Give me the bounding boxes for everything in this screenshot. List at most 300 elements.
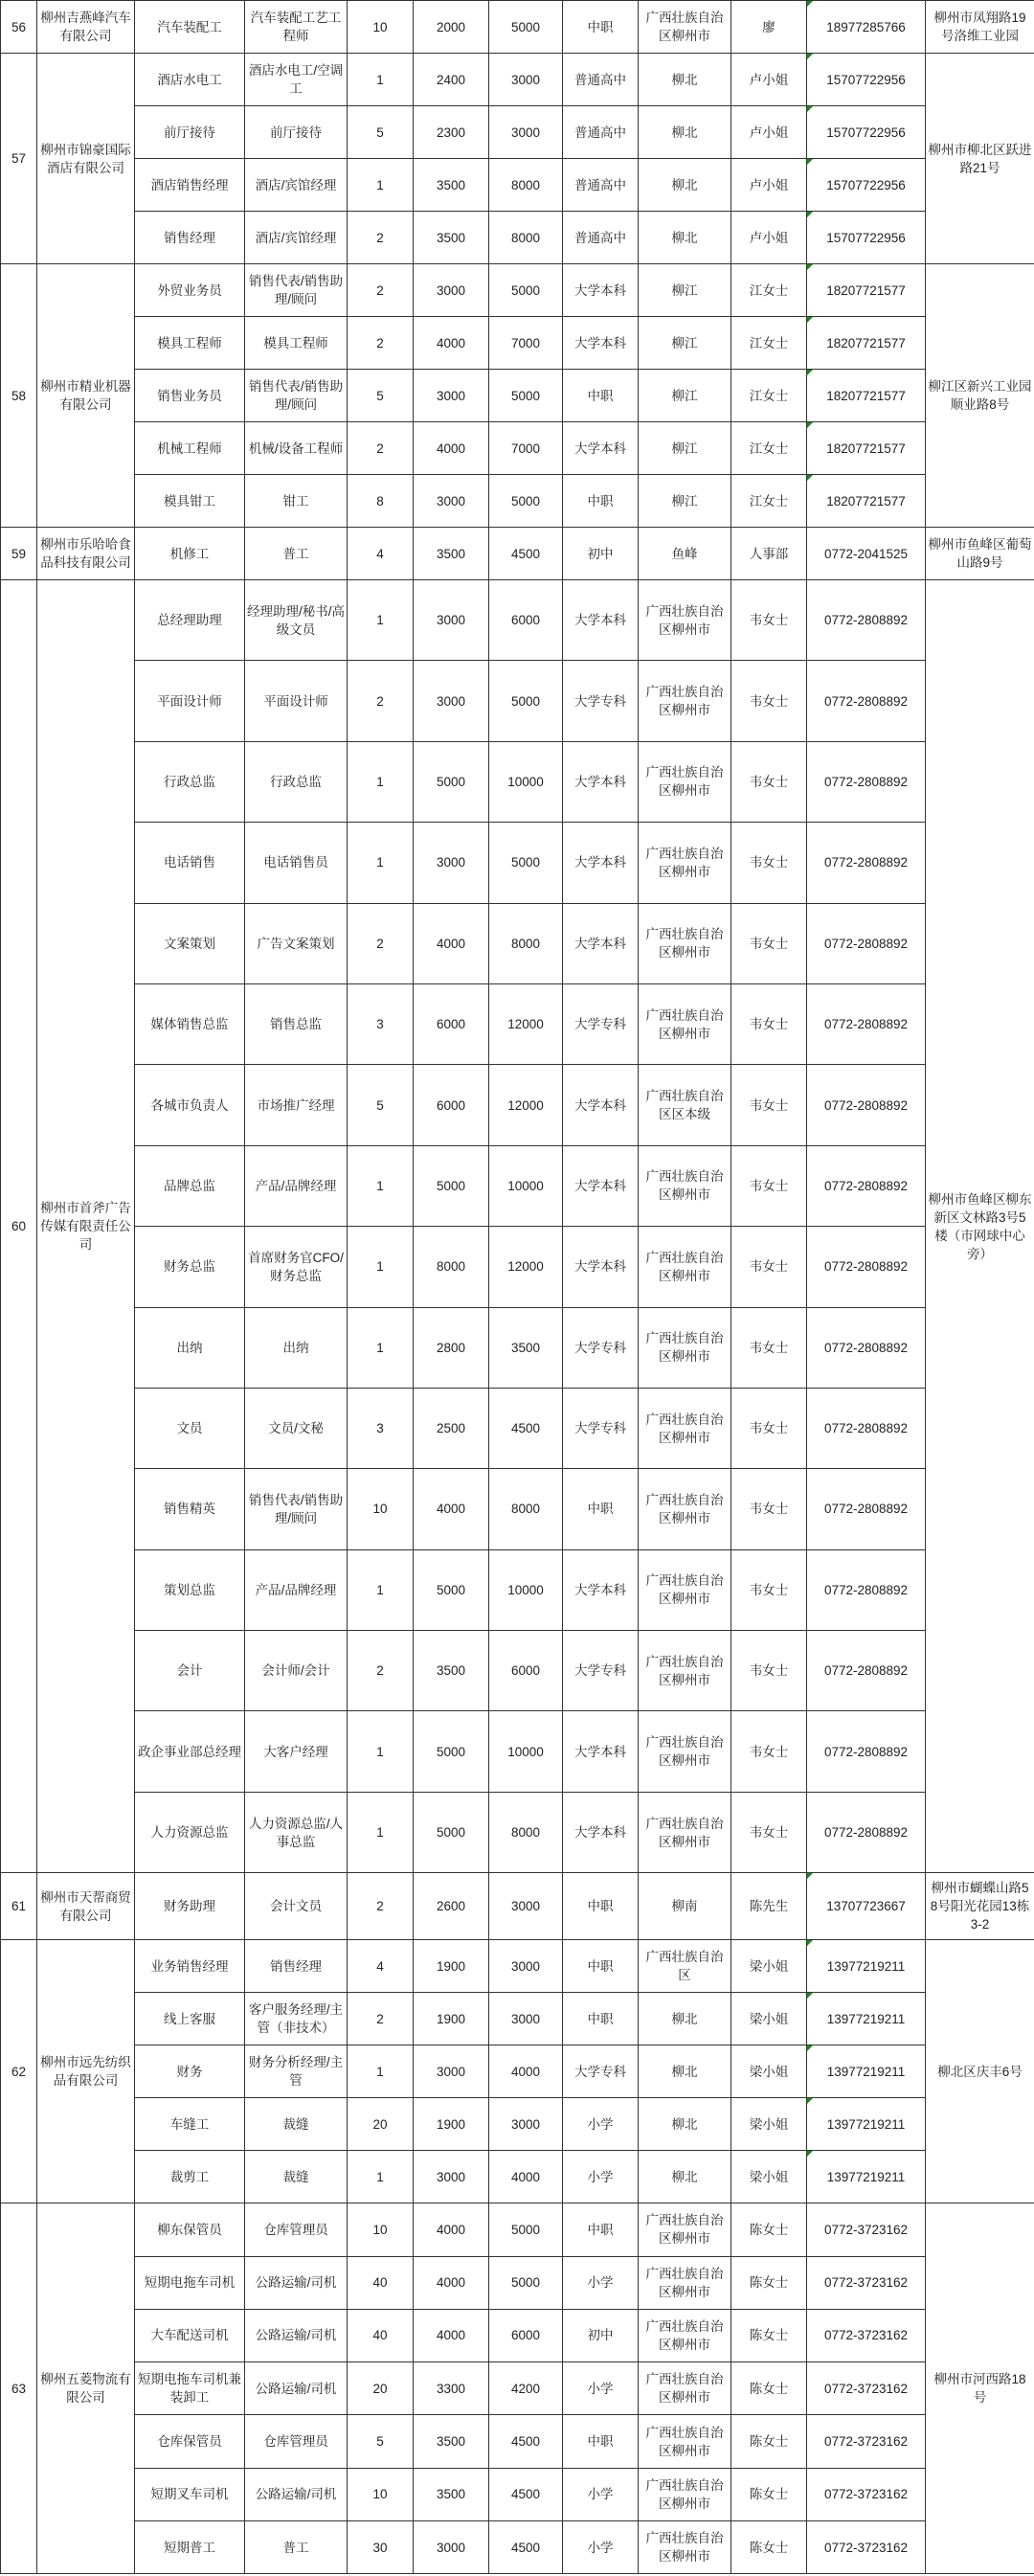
- education: 小学: [563, 2151, 639, 2203]
- education: 大学专科: [563, 983, 639, 1064]
- salary-min: 3500: [414, 2415, 489, 2468]
- job-category: 模具工程师: [245, 317, 348, 370]
- salary-max: 4500: [489, 2521, 563, 2574]
- job-title: 裁剪工: [135, 2151, 245, 2203]
- contact-person: 陈女士: [731, 2203, 807, 2256]
- job-title: 平面设计师: [135, 661, 245, 741]
- salary-min: 3000: [414, 264, 489, 317]
- salary-max: 5000: [489, 2203, 563, 2256]
- company-number: 56: [1, 1, 37, 54]
- company-address: 柳北区庆丰6号: [926, 1940, 1034, 2203]
- contact-phone: 0772-2808892: [807, 1711, 926, 1792]
- job-title: 前厅接待: [135, 106, 245, 159]
- contact-phone: 18977285766: [807, 1, 926, 54]
- work-location: 广西壮族自治区柳州市: [639, 661, 731, 741]
- salary-max: 4000: [489, 2151, 563, 2203]
- job-title: 仓库保管员: [135, 2415, 245, 2468]
- company-name: 柳州市乐哈哈食品科技有限公司: [37, 528, 135, 580]
- contact-phone: 18207721577: [807, 317, 926, 370]
- education: 小学: [563, 2362, 639, 2415]
- salary-max: 4500: [489, 2415, 563, 2468]
- education: 大学本科: [563, 317, 639, 370]
- education: 中职: [563, 1, 639, 54]
- education: 小学: [563, 2256, 639, 2309]
- contact-person: 江女士: [731, 475, 807, 528]
- education: 普通高中: [563, 212, 639, 264]
- table-row: [1, 2415, 1034, 2468]
- contact-phone: 0772-3723162: [807, 2309, 926, 2361]
- job-category: 裁缝: [245, 2098, 348, 2151]
- salary-max: 8000: [489, 212, 563, 264]
- contact-phone: 13977219211: [807, 1940, 926, 1993]
- table-row: [1, 2256, 1034, 2309]
- job-title: 线上客服: [135, 1993, 245, 2045]
- salary-max: 6000: [489, 1631, 563, 1711]
- job-category: 销售经理: [245, 1940, 348, 1993]
- education: 中职: [563, 2415, 639, 2468]
- job-category: 行政总监: [245, 741, 348, 822]
- table-row: [1, 903, 1034, 983]
- table-row: [1, 528, 1034, 580]
- work-location: 广西壮族自治区柳州市: [639, 1227, 731, 1307]
- headcount: 30: [348, 2521, 414, 2574]
- job-category: 财务分析经理/主管: [245, 2045, 348, 2098]
- headcount: 3: [348, 983, 414, 1064]
- headcount: 10: [348, 2468, 414, 2520]
- company-number: 57: [1, 54, 37, 264]
- work-location: 广西壮族自治区柳州市: [639, 1145, 731, 1226]
- table-row: [1, 1549, 1034, 1630]
- work-location: 柳北: [639, 212, 731, 264]
- education: 大学本科: [563, 1065, 639, 1145]
- work-location: 广西壮族自治区柳州市: [639, 1307, 731, 1388]
- work-location: 广西壮族自治区柳州市: [639, 1792, 731, 1872]
- headcount: 2: [348, 264, 414, 317]
- contact-phone: 13977219211: [807, 2098, 926, 2151]
- salary-max: 6000: [489, 580, 563, 661]
- work-location: 广西壮族自治区柳州市: [639, 2468, 731, 2520]
- work-location: 广西壮族自治区柳州市: [639, 741, 731, 822]
- headcount: 1: [348, 1792, 414, 1872]
- table-row: [1, 1, 1034, 54]
- table-row: [1, 2521, 1034, 2574]
- contact-phone: 0772-2808892: [807, 1307, 926, 1388]
- salary-min: 3000: [414, 475, 489, 528]
- salary-max: 8000: [489, 1469, 563, 1549]
- headcount: 10: [348, 1, 414, 54]
- table-row: [1, 2468, 1034, 2520]
- job-title: 行政总监: [135, 741, 245, 822]
- job-category: 首席财务官CFO/财务总监: [245, 1227, 348, 1307]
- contact-person: 韦女士: [731, 1469, 807, 1549]
- job-category: 会计文员: [245, 1873, 348, 1940]
- contact-phone: 0772-2808892: [807, 661, 926, 741]
- job-title: 短期电拖车司机兼装卸工: [135, 2362, 245, 2415]
- job-title: 外贸业务员: [135, 264, 245, 317]
- salary-min: 4000: [414, 317, 489, 370]
- contact-person: 卢小姐: [731, 159, 807, 212]
- contact-person: 梁小姐: [731, 2098, 807, 2151]
- company-name: 柳州市首斧广告传媒有限责任公司: [37, 580, 135, 1873]
- salary-max: 5000: [489, 823, 563, 903]
- contact-person: 人事部: [731, 528, 807, 580]
- table-row: [1, 2151, 1034, 2203]
- company-name: 柳州市锦豪国际酒店有限公司: [37, 54, 135, 264]
- contact-phone: 0772-2808892: [807, 1469, 926, 1549]
- table-row: [1, 2203, 1034, 2256]
- job-title: 媒体销售总监: [135, 983, 245, 1064]
- work-location: 广西壮族自治区柳州市: [639, 1388, 731, 1468]
- job-title: 大车配送司机: [135, 2309, 245, 2361]
- job-title: 短期电拖车司机: [135, 2256, 245, 2309]
- salary-max: 5000: [489, 264, 563, 317]
- table-row: [1, 1065, 1034, 1145]
- salary-max: 10000: [489, 1549, 563, 1630]
- contact-phone: 15707722956: [807, 54, 926, 106]
- salary-min: 2800: [414, 1307, 489, 1388]
- company-number: 58: [1, 264, 37, 528]
- salary-min: 4000: [414, 2256, 489, 2309]
- headcount: 2: [348, 1993, 414, 2045]
- table-row: [1, 2098, 1034, 2151]
- contact-phone: 0772-2041525: [807, 528, 926, 580]
- salary-max: 8000: [489, 1792, 563, 1872]
- contact-person: 陈女士: [731, 2362, 807, 2415]
- job-title: 各城市负责人: [135, 1065, 245, 1145]
- job-category: 销售总监: [245, 983, 348, 1064]
- salary-max: 3000: [489, 1940, 563, 1993]
- contact-person: 江女士: [731, 422, 807, 475]
- company-address: 柳州市凤翔路19号洛维工业园: [926, 1, 1034, 54]
- headcount: 20: [348, 2098, 414, 2151]
- headcount: 8: [348, 475, 414, 528]
- education: 中职: [563, 1993, 639, 2045]
- salary-min: 2300: [414, 106, 489, 159]
- company-address: 柳州市鱼峰区柳东新区文林路3号5楼（市网球中心旁）: [926, 580, 1034, 1873]
- job-category: 会计师/会计: [245, 1631, 348, 1711]
- work-location: 柳北: [639, 1993, 731, 2045]
- headcount: 2: [348, 661, 414, 741]
- work-location: 广西壮族自治区柳州市: [639, 580, 731, 661]
- salary-min: 5000: [414, 1145, 489, 1226]
- education: 大学专科: [563, 2045, 639, 2098]
- headcount: 5: [348, 1065, 414, 1145]
- contact-phone: 15707722956: [807, 159, 926, 212]
- job-category: 前厅接待: [245, 106, 348, 159]
- contact-person: 江女士: [731, 370, 807, 422]
- salary-min: 3000: [414, 580, 489, 661]
- headcount: 1: [348, 1307, 414, 1388]
- salary-max: 10000: [489, 1145, 563, 1226]
- table-row: [1, 2309, 1034, 2361]
- work-location: 广西壮族自治区柳州市: [639, 1711, 731, 1792]
- salary-max: 5000: [489, 661, 563, 741]
- salary-max: 4500: [489, 528, 563, 580]
- salary-min: 2600: [414, 1873, 489, 1940]
- work-location: 柳北: [639, 159, 731, 212]
- table-row: [1, 1792, 1034, 1872]
- company-name: 柳州市天帮商贸有限公司: [37, 1873, 135, 1940]
- table-row: [1, 741, 1034, 822]
- headcount: 1: [348, 2151, 414, 2203]
- education: 小学: [563, 2098, 639, 2151]
- contact-person: 梁小姐: [731, 1993, 807, 2045]
- job-category: 钳工: [245, 475, 348, 528]
- education: 大学本科: [563, 1711, 639, 1792]
- contact-person: 韦女士: [731, 823, 807, 903]
- job-category: 产品/品牌经理: [245, 1145, 348, 1226]
- table-row: [1, 1940, 1034, 1993]
- company-number: 63: [1, 2203, 37, 2574]
- contact-person: 卢小姐: [731, 106, 807, 159]
- headcount: 1: [348, 580, 414, 661]
- contact-phone: 0772-2808892: [807, 1549, 926, 1630]
- contact-phone: 0772-2808892: [807, 1388, 926, 1468]
- job-category: 裁缝: [245, 2151, 348, 2203]
- contact-person: 卢小姐: [731, 212, 807, 264]
- work-location: 广西壮族自治区柳州市: [639, 1469, 731, 1549]
- job-category: 汽车装配工艺工程师: [245, 1, 348, 54]
- contact-phone: 0772-2808892: [807, 1065, 926, 1145]
- contact-phone: 0772-3723162: [807, 2415, 926, 2468]
- work-location: 广西壮族自治区区本级: [639, 1065, 731, 1145]
- salary-max: 6000: [489, 2309, 563, 2361]
- job-title: 汽车装配工: [135, 1, 245, 54]
- education: 大学本科: [563, 1227, 639, 1307]
- education: 中职: [563, 370, 639, 422]
- salary-min: 3500: [414, 212, 489, 264]
- contact-person: 韦女士: [731, 903, 807, 983]
- job-category: 机械/设备工程师: [245, 422, 348, 475]
- work-location: 柳北: [639, 106, 731, 159]
- education: 大学本科: [563, 823, 639, 903]
- job-title: 机械工程师: [135, 422, 245, 475]
- salary-max: 3500: [489, 1307, 563, 1388]
- contact-person: 韦女士: [731, 1631, 807, 1711]
- contact-person: 韦女士: [731, 1792, 807, 1872]
- contact-phone: 0772-2808892: [807, 823, 926, 903]
- table-row: [1, 2362, 1034, 2415]
- contact-phone: 0772-3723162: [807, 2521, 926, 2574]
- contact-person: 陈女士: [731, 2415, 807, 2468]
- job-category: 普工: [245, 528, 348, 580]
- salary-max: 12000: [489, 983, 563, 1064]
- table-row: [1, 370, 1034, 422]
- contact-phone: 0772-3723162: [807, 2203, 926, 2256]
- contact-phone: 0772-2808892: [807, 903, 926, 983]
- salary-min: 3000: [414, 370, 489, 422]
- contact-phone: 13977219211: [807, 2151, 926, 2203]
- job-title: 财务助理: [135, 1873, 245, 1940]
- salary-min: 4000: [414, 1469, 489, 1549]
- education: 普通高中: [563, 159, 639, 212]
- company-number: 62: [1, 1940, 37, 2203]
- work-location: 广西壮族自治区柳州市: [639, 1631, 731, 1711]
- job-title: 销售业务员: [135, 370, 245, 422]
- job-category: 公路运输/司机: [245, 2362, 348, 2415]
- job-category: 公路运输/司机: [245, 2256, 348, 2309]
- contact-phone: 15707722956: [807, 212, 926, 264]
- salary-min: 4000: [414, 903, 489, 983]
- salary-max: 3000: [489, 1993, 563, 2045]
- work-location: 广西壮族自治区柳州市: [639, 2256, 731, 2309]
- headcount: 1: [348, 1227, 414, 1307]
- contact-person: 韦女士: [731, 983, 807, 1064]
- job-category: 酒店/宾馆经理: [245, 212, 348, 264]
- table-row: [1, 317, 1034, 370]
- job-title: 短期普工: [135, 2521, 245, 2574]
- education: 大学本科: [563, 1792, 639, 1872]
- salary-min: 4000: [414, 2203, 489, 2256]
- job-title: 车缝工: [135, 2098, 245, 2151]
- work-location: 柳江: [639, 317, 731, 370]
- table-row: [1, 2045, 1034, 2098]
- job-title: 销售精英: [135, 1469, 245, 1549]
- table-row: [1, 661, 1034, 741]
- job-title: 电话销售: [135, 823, 245, 903]
- contact-person: 江女士: [731, 264, 807, 317]
- salary-max: 4500: [489, 1388, 563, 1468]
- contact-person: 韦女士: [731, 1065, 807, 1145]
- salary-max: 5000: [489, 2256, 563, 2309]
- contact-person: 陈先生: [731, 1873, 807, 1940]
- company-address: 柳州市鱼峰区葡萄山路9号: [926, 528, 1034, 580]
- table-row: [1, 1993, 1034, 2045]
- company-address: 柳州市蝴蝶山路58号阳光花园13栋3-2: [926, 1873, 1034, 1940]
- salary-max: 8000: [489, 903, 563, 983]
- education: 大学本科: [563, 264, 639, 317]
- table-row: [1, 54, 1034, 106]
- salary-min: 3500: [414, 159, 489, 212]
- work-location: 柳江: [639, 264, 731, 317]
- contact-phone: 0772-2808892: [807, 741, 926, 822]
- headcount: 1: [348, 1711, 414, 1792]
- company-number: 60: [1, 580, 37, 1873]
- salary-min: 6000: [414, 983, 489, 1064]
- contact-person: 梁小姐: [731, 2151, 807, 2203]
- contact-phone: 18207721577: [807, 422, 926, 475]
- contact-phone: 18207721577: [807, 475, 926, 528]
- salary-max: 3000: [489, 106, 563, 159]
- contact-person: 梁小姐: [731, 2045, 807, 2098]
- job-title: 品牌总监: [135, 1145, 245, 1226]
- contact-person: 陈女士: [731, 2256, 807, 2309]
- salary-min: 3500: [414, 528, 489, 580]
- job-title: 人力资源总监: [135, 1792, 245, 1872]
- contact-phone: 13977219211: [807, 1993, 926, 2045]
- job-category: 大客户经理: [245, 1711, 348, 1792]
- salary-max: 3000: [489, 2098, 563, 2151]
- headcount: 1: [348, 159, 414, 212]
- table-row: [1, 422, 1034, 475]
- headcount: 1: [348, 741, 414, 822]
- job-title: 财务: [135, 2045, 245, 2098]
- headcount: 2: [348, 1631, 414, 1711]
- job-title: 模具钳工: [135, 475, 245, 528]
- headcount: 4: [348, 1940, 414, 1993]
- contact-phone: 18207721577: [807, 370, 926, 422]
- work-location: 柳江: [639, 475, 731, 528]
- salary-max: 7000: [489, 422, 563, 475]
- job-title: 短期叉车司机: [135, 2468, 245, 2520]
- education: 大学专科: [563, 1631, 639, 1711]
- salary-max: 5000: [489, 475, 563, 528]
- education: 普通高中: [563, 106, 639, 159]
- work-location: 柳南: [639, 1873, 731, 1940]
- contact-phone: 13977219211: [807, 2045, 926, 2098]
- job-title: 出纳: [135, 1307, 245, 1388]
- headcount: 40: [348, 2256, 414, 2309]
- work-location: 柳北: [639, 2045, 731, 2098]
- contact-person: 韦女士: [731, 580, 807, 661]
- education: 大学专科: [563, 661, 639, 741]
- contact-phone: 0772-2808892: [807, 1145, 926, 1226]
- salary-min: 3000: [414, 2521, 489, 2574]
- education: 初中: [563, 2309, 639, 2361]
- education: 大学本科: [563, 903, 639, 983]
- education: 初中: [563, 528, 639, 580]
- job-category: 公路运输/司机: [245, 2309, 348, 2361]
- education: 小学: [563, 2521, 639, 2574]
- company-address: 柳州市河西路18号: [926, 2203, 1034, 2574]
- contact-phone: 13707723667: [807, 1873, 926, 1940]
- salary-max: 10000: [489, 1711, 563, 1792]
- job-category: 产品/品牌经理: [245, 1549, 348, 1630]
- salary-min: 8000: [414, 1227, 489, 1307]
- company-address: 柳州市柳北区跃进路21号: [926, 54, 1034, 264]
- salary-max: 5000: [489, 370, 563, 422]
- education: 普通高中: [563, 54, 639, 106]
- salary-min: 3500: [414, 2468, 489, 2520]
- job-category: 酒店/宾馆经理: [245, 159, 348, 212]
- education: 中职: [563, 2203, 639, 2256]
- job-title: 文案策划: [135, 903, 245, 983]
- headcount: 10: [348, 2203, 414, 2256]
- contact-phone: 0772-3723162: [807, 2256, 926, 2309]
- company-name: 柳州吉燕峰汽车有限公司: [37, 1, 135, 54]
- job-title: 财务总监: [135, 1227, 245, 1307]
- table-row: [1, 983, 1034, 1064]
- education: 小学: [563, 2468, 639, 2520]
- work-location: 广西壮族自治区柳州市: [639, 2309, 731, 2361]
- contact-person: 江女士: [731, 317, 807, 370]
- table-row: [1, 264, 1034, 317]
- salary-min: 1900: [414, 2098, 489, 2151]
- salary-max: 3000: [489, 1873, 563, 1940]
- table-row: [1, 1145, 1034, 1226]
- contact-phone: 0772-3723162: [807, 2362, 926, 2415]
- job-title: 政企事业部总经理: [135, 1711, 245, 1792]
- salary-max: 10000: [489, 741, 563, 822]
- salary-max: 12000: [489, 1227, 563, 1307]
- salary-min: 1900: [414, 1940, 489, 1993]
- salary-max: 4500: [489, 2468, 563, 2520]
- contact-person: 韦女士: [731, 741, 807, 822]
- job-category: 销售代表/销售助理/顾问: [245, 264, 348, 317]
- work-location: 广西壮族自治区柳州市: [639, 1, 731, 54]
- job-title: 销售经理: [135, 212, 245, 264]
- education: 中职: [563, 1469, 639, 1549]
- work-location: 广西壮族自治区柳州市: [639, 823, 731, 903]
- salary-min: 3500: [414, 1631, 489, 1711]
- job-category: 人力资源总监/人事总监: [245, 1792, 348, 1872]
- contact-phone: 0772-2808892: [807, 1631, 926, 1711]
- contact-person: 梁小姐: [731, 1940, 807, 1993]
- job-category: 仓库管理员: [245, 2203, 348, 2256]
- table-row: [1, 1388, 1034, 1468]
- contact-person: 陈女士: [731, 2468, 807, 2520]
- company-name: 柳州市远先纺织品有限公司: [37, 1940, 135, 2203]
